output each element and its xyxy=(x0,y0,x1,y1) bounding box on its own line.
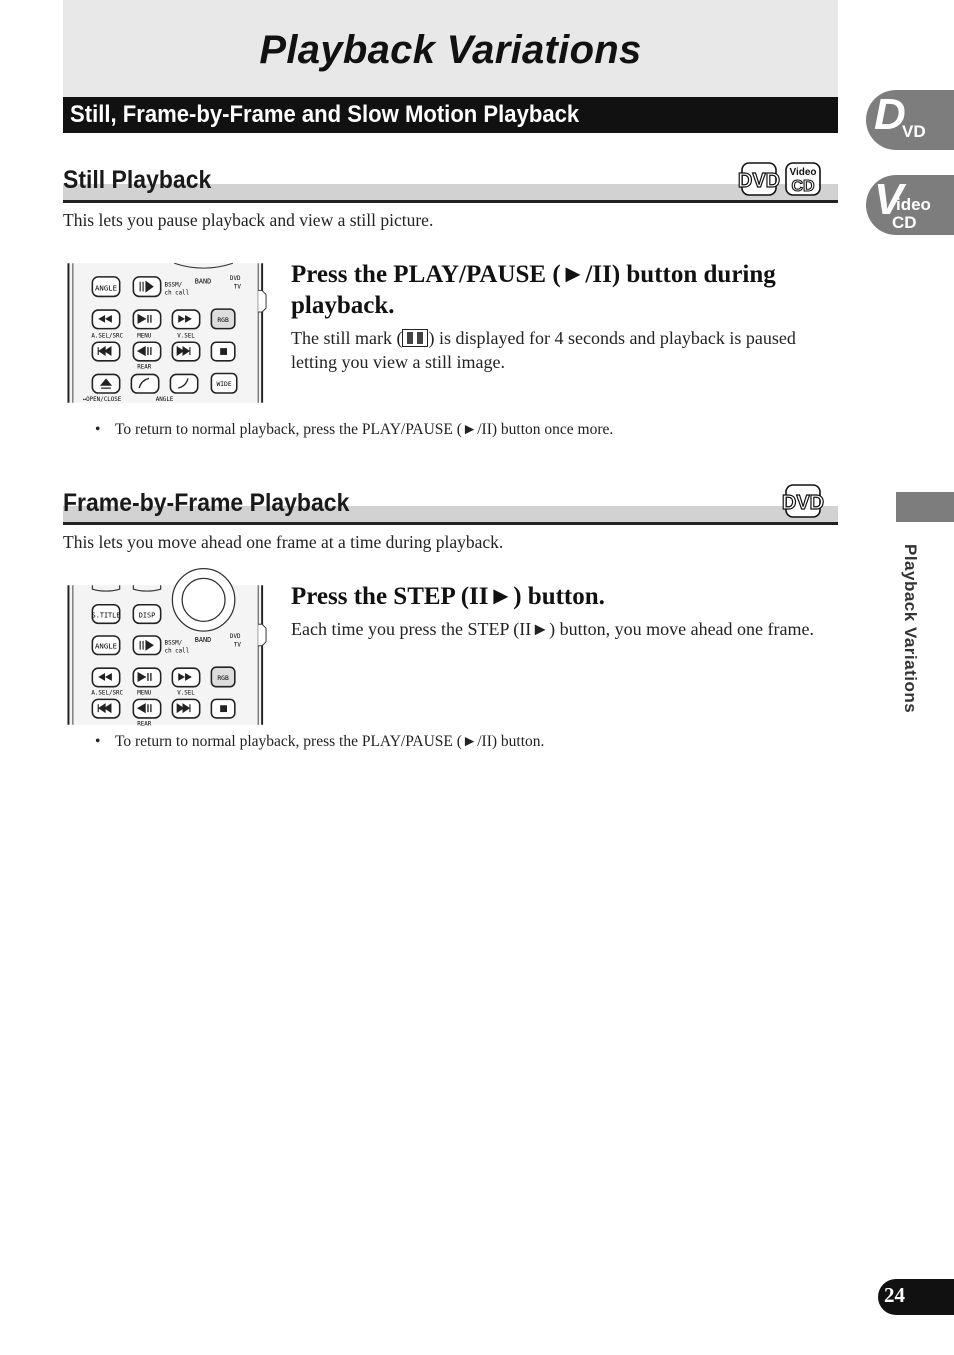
slow-reverse-button-2 xyxy=(133,699,160,718)
dvd-side-tab xyxy=(866,90,954,150)
dvd-tab-suffix: VD xyxy=(902,122,926,141)
chapter-label: Playback Variations xyxy=(901,544,920,714)
still-step-text xyxy=(291,326,831,374)
chcall-label: ch call xyxy=(164,290,190,297)
angle-up-button xyxy=(170,374,197,393)
page-title: Playback Variations xyxy=(259,28,642,72)
still-playback-heading: Still Playback xyxy=(63,166,212,194)
asel-label: A.SEL/SRC xyxy=(91,333,124,340)
vcd-side-tab xyxy=(866,175,954,235)
still-bullet-text: To return to normal playback, press the PLAY/PAUSE (►/II) button once more. xyxy=(115,421,614,438)
video-cd-logo xyxy=(786,163,820,195)
bssm-label: BSSM/ xyxy=(164,282,183,289)
tv-label-2: TV xyxy=(233,642,241,649)
angle-label-2: ANGLE xyxy=(95,641,118,651)
disc-logos-still xyxy=(737,162,821,196)
tv-label: TV xyxy=(233,284,241,291)
rear-label: REAR xyxy=(137,364,152,371)
stitle-label: S.TITLE xyxy=(91,611,121,620)
wide-label: WIDE xyxy=(216,381,232,389)
band-label: BAND xyxy=(194,277,212,286)
frame-playback-heading: Frame-by-Frame Playback xyxy=(63,489,350,517)
vcd-tab-cd: CD xyxy=(892,213,917,232)
openclose-label: ↔OPEN/CLOSE xyxy=(82,396,122,403)
rgb-label-2: RGB xyxy=(217,674,229,682)
still-mark-icon xyxy=(402,329,428,347)
angle-label: ANGLE xyxy=(95,283,118,293)
remote-control-illustration-2 xyxy=(67,584,267,726)
page-number: 24 xyxy=(884,1283,905,1307)
still-step-text-before: The still mark ( xyxy=(291,328,403,348)
still-bullet: • To return to normal playback, press the PLAY/PAUSE (►/II) button once more. xyxy=(95,421,614,438)
frame-bullet: • To return to normal playback, press the PLAY/PAUSE (►/II) button. xyxy=(95,733,545,750)
vsel-label: V.SEL xyxy=(177,333,195,340)
still-intro-text: This lets you pause playback and view a still picture. xyxy=(63,210,434,230)
frame-step-heading: Press the STEP (II►) button. xyxy=(291,583,605,610)
page-number-badge xyxy=(878,1279,954,1315)
slow-reverse-button xyxy=(133,342,160,361)
vsel-label-2: V.SEL xyxy=(177,690,195,697)
frame-bullet-text: To return to normal playback, press the PLAY/PAUSE (►/II) button. xyxy=(115,733,545,750)
rear-label-2: REAR xyxy=(137,721,152,728)
still-step-text-after: ) is displayed for 4 seconds and playback is paused letting you view a still image. xyxy=(291,328,796,372)
dvd-logo-frame-text: DVD xyxy=(781,492,825,514)
cd-logo-text: CD xyxy=(791,178,815,195)
angle-down-button xyxy=(131,374,158,393)
chcall-label-2: ch call xyxy=(164,648,190,655)
dvd-tab-letter: D xyxy=(874,90,906,139)
dvd-logo-text: DVD xyxy=(737,170,781,192)
dvd-logo-frame xyxy=(781,484,825,518)
dvd-label-2: DVD xyxy=(229,633,241,640)
rgb-label: RGB xyxy=(217,316,229,324)
band-label-2: BAND xyxy=(194,635,212,644)
play-pause-button xyxy=(133,310,160,329)
vcd-tab-letter: V xyxy=(874,175,904,224)
dvd-label: DVD xyxy=(229,275,241,282)
bssm-label-2: BSSM/ xyxy=(164,640,183,647)
remote-control-illustration-1 xyxy=(67,262,267,404)
chapter-tab xyxy=(896,492,954,522)
video-logo-text: Video xyxy=(789,167,817,178)
frame-intro-text: This lets you move ahead one frame at a time during playback. xyxy=(63,532,504,552)
frame-step-text: Each time you press the STEP (II►) button, you move ahead one frame. xyxy=(291,619,815,639)
section-title: Still, Frame-by-Frame and Slow Motion Playback xyxy=(70,101,580,128)
menu-label: MENU xyxy=(137,333,152,340)
dvd-logo xyxy=(738,163,780,195)
vcd-tab-suffix: ideo xyxy=(896,195,931,214)
still-step-heading: Press the PLAY/PAUSE (►/II) button during playback. xyxy=(291,261,776,319)
angle2-label: ANGLE xyxy=(155,396,174,403)
disp-label: DISP xyxy=(138,611,156,620)
asel-label-2: A.SEL/SRC xyxy=(91,690,124,697)
play-pause-button-2 xyxy=(133,668,160,687)
menu-label-2: MENU xyxy=(137,690,152,697)
